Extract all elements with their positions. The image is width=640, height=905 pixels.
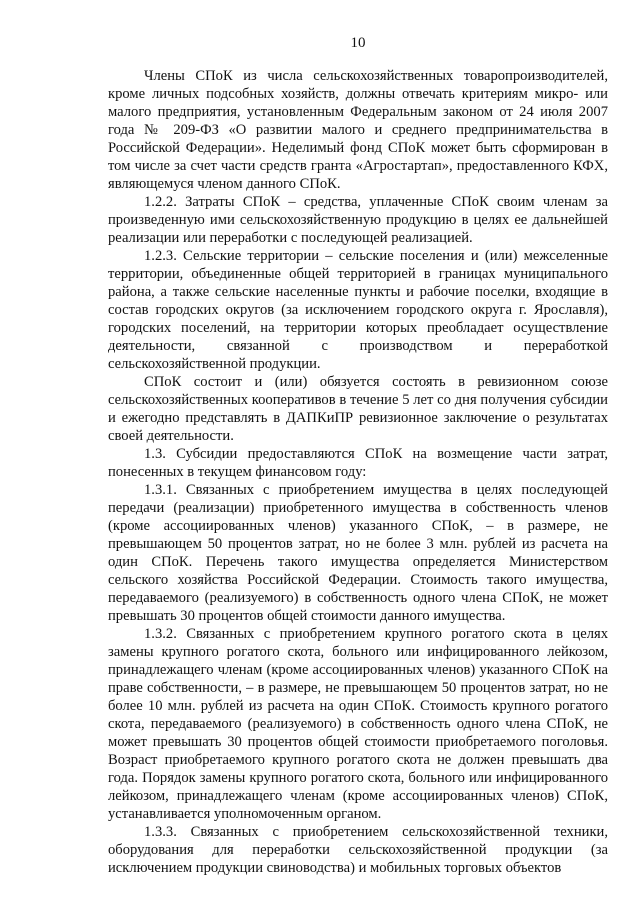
paragraph-spok-members: Члены СПоК из числа сельскохозяйственных товаропроизводителей, кроме личных подсобных хозяйств, должны отвечать критериям микро- или малого предприятия, установленным Федеральным законом от 24 июля 2007 года № 209-ФЗ «О развитии малого и среднего предпринимательства в Российской Федерации». Неделимый фонд СПоК может быть сформирован в том числе за счет части средств гранта «Агростартап», предоставленного КФХ, являющемуся членом данного СПоК. xyxy=(108,68,608,192)
paragraph-audit-union: СПоК состоит и (или) обязуется состоять в ревизионном союзе сельскохозяйственных кооперативов в течение 5 лет со дня получения субсидии и ежегодно представлять в ДАПКиПР ревизионное заключение о результатах своей деятельности. xyxy=(108,374,608,444)
paragraph-1-3-3: 1.3.3. Связанных с приобретением сельскохозяйственной техники, оборудования для переработки сельскохозяйственной продукции (за исключением продукции свиноводства) и мобильных торговых объектов xyxy=(108,824,608,876)
document-page xyxy=(108,34,608,877)
paragraph-1-3-1: 1.3.1. Связанных с приобретением имущества в целях последующей передачи (реализации) приобретенного имущества в собственность членов (кроме ассоциированных членов) указанного СПоК, – в размере, не превышающем 50 процентов затрат, но не более 3 млн. рублей из расчета на один СПоК. Перечень такого имущества определяется Министерством сельского хозяйства Российской Федерации. Стоимость такого имущества, передаваемого (реализуемого) в собственность одного члена СПоК, не может превышать 30 процентов общей стоимости данного имущества. xyxy=(108,482,608,624)
page-number: 10 xyxy=(350,35,366,51)
paragraph-1-2-2: 1.2.2. Затраты СПоК – средства, уплаченные СПоК своим членам за произведенную ими сельскохозяйственную продукцию в целях ее дальнейшей реализации или переработки с последующей реализацией. xyxy=(108,194,608,246)
paragraph-1-3: 1.3. Субсидии предоставляются СПоК на возмещение части затрат, понесенных в текущем финансовом году: xyxy=(108,446,608,480)
paragraph-1-2-3: 1.2.3. Сельские территории – сельские поселения и (или) межселенные территории, объединенные общей территорией в границах муниципального района, а также сельские населенные пункты и рабочие поселки, входящие в состав городских округов (за исключением городского округа г. Ярославля), городских поселений, на территории которых преобладает осуществление деятельности, связанной с производством и переработкой сельскохозяйственной продукции. xyxy=(108,248,608,372)
paragraph-1-3-2: 1.3.2. Связанных с приобретением крупного рогатого скота в целях замены крупного рогатого скота, больного или инфицированного лейкозом, принадлежащего членам (кроме ассоциированных членов) указанного СПоК на праве собственности, – в размере, не превышающем 50 процентов затрат, но не более 10 млн. рублей из расчета на один СПоК. Стоимость крупного рогатого скота, передаваемого (реализуемого) в собственность одного члена СПоК, не может превышать 30 процентов общей стоимости приобретаемого поголовья. Возраст приобретаемого крупного рогатого скота не должен превышать два года. Порядок замены крупного рогатого скота, больного или инфицированного лейкозом, принадлежащего членам (кроме ассоциированных членов) СПоК, устанавливается уполномоченным органом. xyxy=(108,626,608,822)
